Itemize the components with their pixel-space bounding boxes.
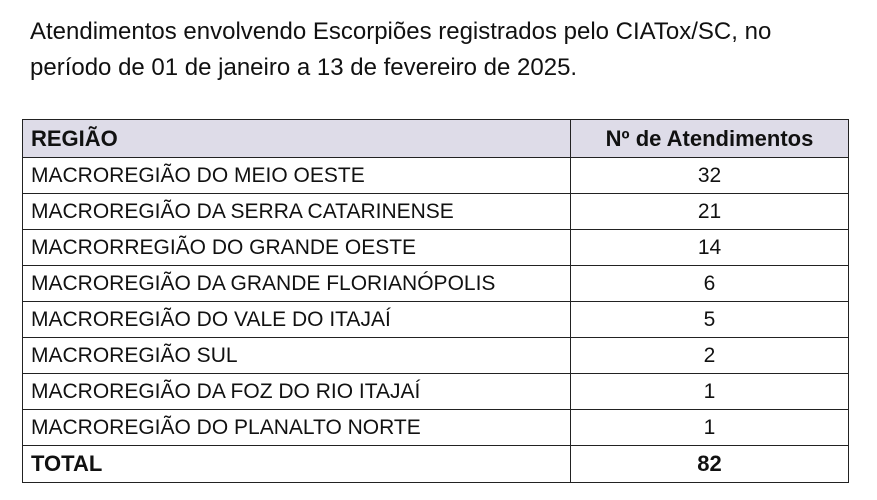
table-row: [23, 158, 849, 194]
table-row: [23, 374, 849, 410]
table-row: [23, 410, 849, 446]
total-count: 82: [571, 446, 849, 483]
row-region: MACROREGIÃO DO MEIO OESTE: [23, 158, 571, 194]
table-caption: [30, 14, 850, 86]
row-region: MACROREGIÃO SUL: [23, 338, 571, 374]
table-header-row: [23, 120, 849, 158]
table-row: [23, 338, 849, 374]
row-count: 1: [571, 410, 849, 446]
row-region: MACROREGIÃO DA GRANDE FLORIANÓPOLIS: [23, 266, 571, 302]
row-count: 14: [571, 230, 849, 266]
total-label: TOTAL: [23, 446, 571, 483]
table-row: [23, 266, 849, 302]
table-row: [23, 194, 849, 230]
row-count: 6: [571, 266, 849, 302]
header-region: REGIÃO: [23, 120, 571, 158]
row-count: 2: [571, 338, 849, 374]
total-row: [23, 446, 849, 483]
table-row: [23, 230, 849, 266]
attendances-table: [22, 119, 849, 483]
row-region: MACROREGIÃO DA SERRA CATARINENSE: [23, 194, 571, 230]
row-region: MACROREGIÃO DO PLANALTO NORTE: [23, 410, 571, 446]
row-region: MACROREGIÃO DO VALE DO ITAJAÍ: [23, 302, 571, 338]
table-row: [23, 302, 849, 338]
row-region: MACRORREGIÃO DO GRANDE OESTE: [23, 230, 571, 266]
caption-line-1: Atendimentos envolvendo Escorpiões registrados pelo CIATox/SC, no: [30, 18, 772, 45]
row-region: MACROREGIÃO DA FOZ DO RIO ITAJAÍ: [23, 374, 571, 410]
caption-line-2: período de 01 de janeiro a 13 de fevereiro de 2025.: [30, 54, 578, 81]
row-count: 5: [571, 302, 849, 338]
header-count: Nº de Atendimentos: [571, 120, 849, 158]
row-count: 1: [571, 374, 849, 410]
row-count: 32: [571, 158, 849, 194]
row-count: 21: [571, 194, 849, 230]
